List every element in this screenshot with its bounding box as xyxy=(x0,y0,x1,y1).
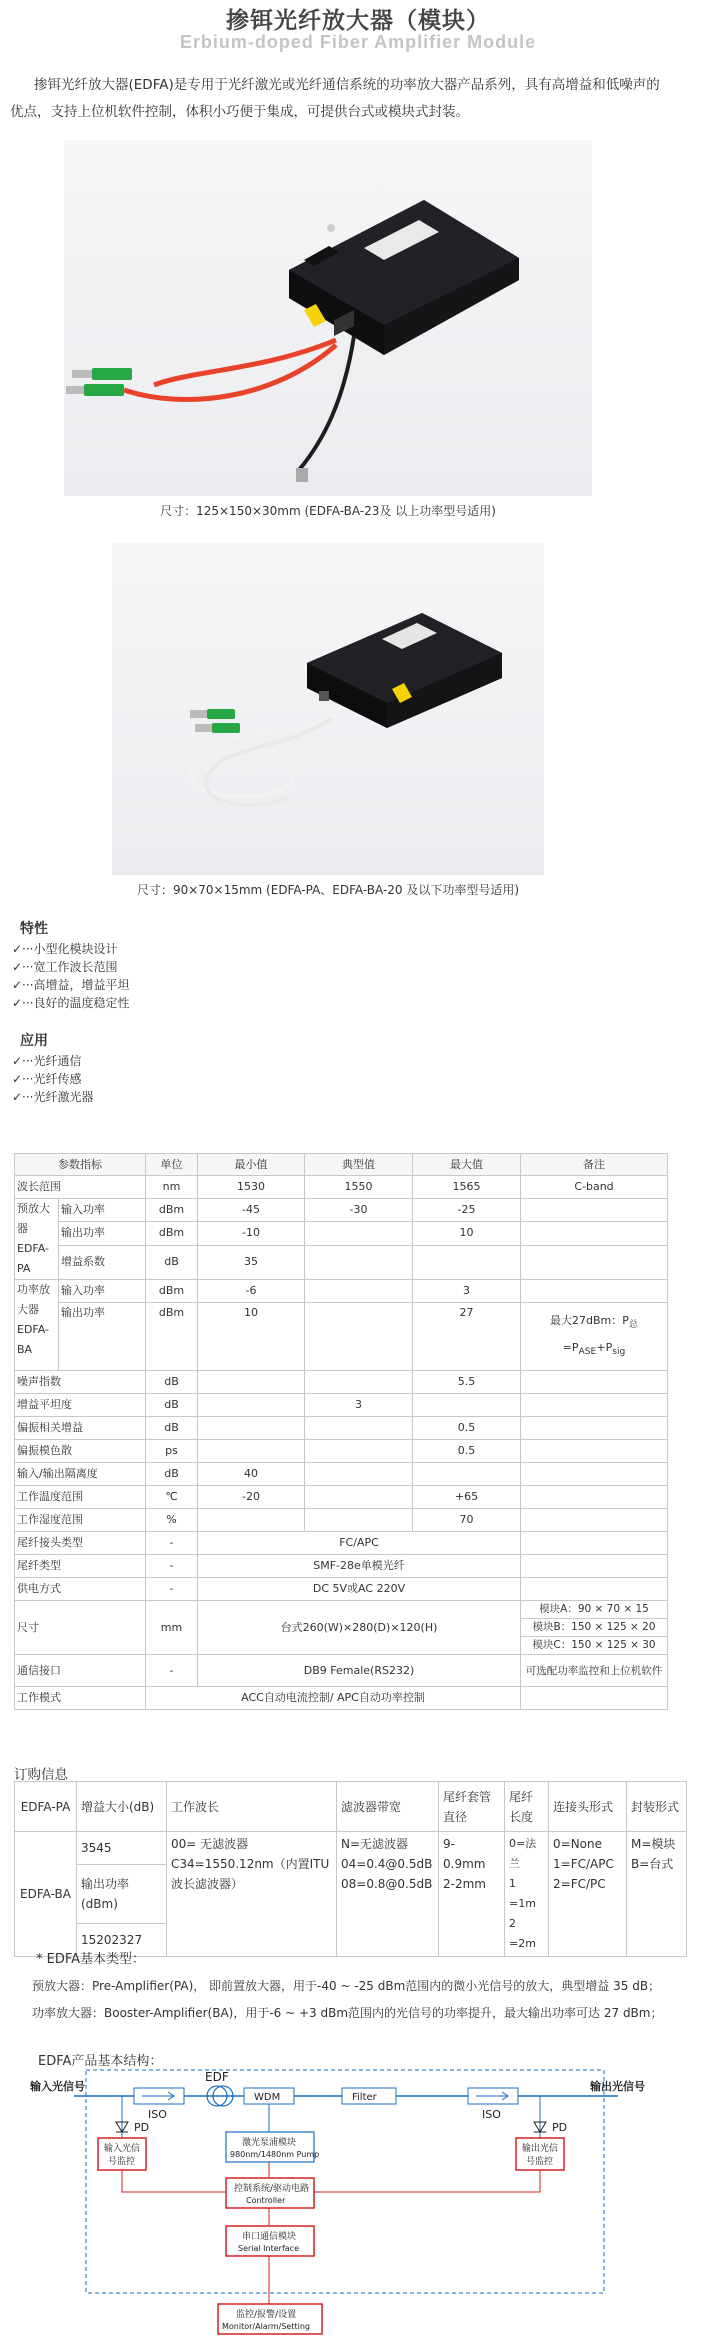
photo-large-caption: 尺寸：125×150×30mm (EDFA-BA-23及 以上功率型号适用) xyxy=(160,504,496,518)
svg-text:Controller: Controller xyxy=(246,2196,286,2205)
table-row: 功率放大器EDFA-BA 输入功率 dBm -6 3 xyxy=(15,1280,668,1303)
basic-type-pa: 预放大器：Pre-Amplifier(PA)， 即前置放大器，用于-40 ~ -25 dBm范围内的微小光信号的放大，典型增益 35 dB； xyxy=(32,1979,661,1993)
page-subtitle: Erbium-doped Fiber Amplifier Module xyxy=(179,32,537,52)
table-row: EDFA-PA 增益大小(dB) 工作波长 滤波器带宽 尾纤套管直径 尾纤长度 连接头形式 封装形式 xyxy=(15,1782,687,1832)
table-row: 输入/输出隔离度 dB 40 xyxy=(15,1463,668,1486)
structure-heading: EDFA产品基本结构： xyxy=(38,2054,163,2069)
group-label: 预放大器EDFA-PA xyxy=(15,1199,59,1280)
svg-text:Monitor/Alarm/Setting: Monitor/Alarm/Setting xyxy=(222,2322,310,2331)
table-row: 输出功率(dBm) xyxy=(15,1864,687,1923)
feature-item: ✓···小型化模块设计 xyxy=(12,942,118,956)
group-label: 功率放大器EDFA-BA xyxy=(15,1280,59,1371)
page-title: 掺铒光纤放大器（模块） xyxy=(226,8,490,34)
order-table xyxy=(14,1781,687,1957)
product-photo-small xyxy=(112,543,544,875)
photo-small-caption: 尺寸：90×70×15mm (EDFA-PA、EDFA-BA-20 及以下功率型号适用) xyxy=(136,883,520,897)
table-row: 尾纤类型 - SMF-28e单模光纤 xyxy=(15,1555,668,1578)
table-row: 增益系数 dB 35 xyxy=(15,1245,668,1279)
col-header: 典型值 xyxy=(305,1154,413,1176)
table-row: 15202327 xyxy=(15,1924,687,1957)
features-heading: 特性 xyxy=(20,921,48,937)
feature-item: ✓···良好的温度稳定性 xyxy=(12,996,130,1010)
table-row: 噪声指数 dB 5.5 xyxy=(15,1371,668,1394)
table-row: 偏振模色散 ps 0.5 xyxy=(15,1440,668,1463)
spec-table xyxy=(14,1153,668,1710)
edfa-structure-diagram xyxy=(30,2066,670,2337)
svg-text:输出光信: 输出光信 xyxy=(522,2144,559,2154)
col-header: 最小值 xyxy=(198,1154,305,1176)
svg-text:PD: PD xyxy=(552,2121,568,2134)
svg-text:PD: PD xyxy=(134,2121,150,2134)
col-header: 参数指标 xyxy=(15,1154,146,1176)
input-label: 输入光信号 xyxy=(30,2080,85,2093)
col-header: 备注 xyxy=(521,1154,668,1176)
col-header: 最大值 xyxy=(413,1154,521,1176)
svg-text:WDM: WDM xyxy=(254,2092,281,2103)
svg-text:EDF: EDF xyxy=(205,2070,229,2084)
product-photo-large xyxy=(64,140,592,496)
table-row: 预放大器EDFA-PA 输入功率 dBm -45 -30 -25 xyxy=(15,1199,668,1222)
svg-text:Filter: Filter xyxy=(352,2092,377,2103)
table-row: 尺寸 mm 台式260(W)×280(D)×120(H) 模块A：90 × 70 × 15 模块B：150 × 125 × 20 模块C：150 × 125 × 30 xyxy=(15,1601,668,1655)
feature-item: ✓···高增益，增益平坦 xyxy=(12,978,130,992)
table-row: 输出功率 dBm -10 10 xyxy=(15,1222,668,1245)
feature-item: ✓···宽工作波长范围 xyxy=(12,960,118,974)
application-item: ✓···光纤激光器 xyxy=(12,1090,94,1104)
table-row: 增益平坦度 dB 3 xyxy=(15,1394,668,1417)
order-heading: 订购信息 xyxy=(14,1767,68,1783)
svg-text:串口通信模块: 串口通信模块 xyxy=(242,2232,297,2242)
table-row: 通信接口 - DB9 Female(RS232) 可选配功率监控和上位机软件 xyxy=(15,1655,668,1687)
table-row: 工作模式 ACC自动电流控制/ APC自动功率控制 xyxy=(15,1687,668,1710)
svg-text:输入光信: 输入光信 xyxy=(104,2144,141,2154)
table-row: 输出功率 dBm 10 27 最大27dBm：$P_总$ $=P_{ASE}+P_{sig}$ xyxy=(15,1303,668,1371)
intro-paragraph: 掺铒光纤放大器(EDFA)是专用于光纤激光或光纤通信系统的功率放大器产品系列，具有高增益和低噪声的优点，支持上位机软件控制，体积小巧便于集成，可提供台式或模块式封装。 xyxy=(10,77,660,120)
svg-text:号监控: 号监控 xyxy=(526,2157,554,2167)
table-header-row xyxy=(15,1154,668,1176)
svg-text:ISO: ISO xyxy=(482,2108,501,2121)
svg-text:ISO: ISO xyxy=(148,2108,167,2121)
table-row: 供电方式 - DC 5V或AC 220V xyxy=(15,1578,668,1601)
table-row: 尾纤接头类型 - FC/APC xyxy=(15,1532,668,1555)
application-item: ✓···光纤通信 xyxy=(12,1054,82,1068)
output-label: 输出光信号 xyxy=(590,2080,645,2093)
power-formula-note: 最大27dBm：$P_总$ $=P_{ASE}+P_{sig}$ xyxy=(521,1303,668,1371)
svg-text:Serial Interface: Serial Interface xyxy=(238,2244,299,2253)
svg-text:激光泵浦模块: 激光泵浦模块 xyxy=(242,2138,297,2148)
table-row: 工作温度范围 ℃ -20 +65 xyxy=(15,1486,668,1509)
svg-text:控制系统/驱动电路: 控制系统/驱动电路 xyxy=(234,2184,310,2194)
table-row: EDFA-BA 3545 00= 无滤波器 C34=1550.12nm（内置ITU波长滤波器） N=无滤波器 04=0.4@0.5dB 08=0.8@0.5dB 9- 0.9mm 2-2mm 0=法兰 1 =1m 2 =2m 0=None 1=FC/APC 2=FC/PC M=模块 B=台式 xyxy=(15,1832,687,1865)
table-row: 波长范围 nm 1530 1550 1565 C-band xyxy=(15,1176,668,1199)
basic-type-ba: 功率放大器：Booster-Amplifier(BA)，用于-6 ~ +3 dBm范围内的光信号的功率提升，最大输出功率可达 27 dBm； xyxy=(32,2006,663,2020)
applications-heading: 应用 xyxy=(20,1033,48,1049)
table-row: 工作湿度范围 % 70 xyxy=(15,1509,668,1532)
table-row: 偏振相关增益 dB 0.5 xyxy=(15,1417,668,1440)
svg-text:监控/报警/设置: 监控/报警/设置 xyxy=(236,2310,297,2320)
svg-text:980nm/1480nm Pump: 980nm/1480nm Pump xyxy=(230,2150,320,2159)
application-item: ✓···光纤传感 xyxy=(12,1072,82,1086)
basic-types-heading: * EDFA基本类型： xyxy=(36,1952,146,1967)
svg-text:号监控: 号监控 xyxy=(108,2157,136,2167)
col-header: 单位 xyxy=(146,1154,198,1176)
